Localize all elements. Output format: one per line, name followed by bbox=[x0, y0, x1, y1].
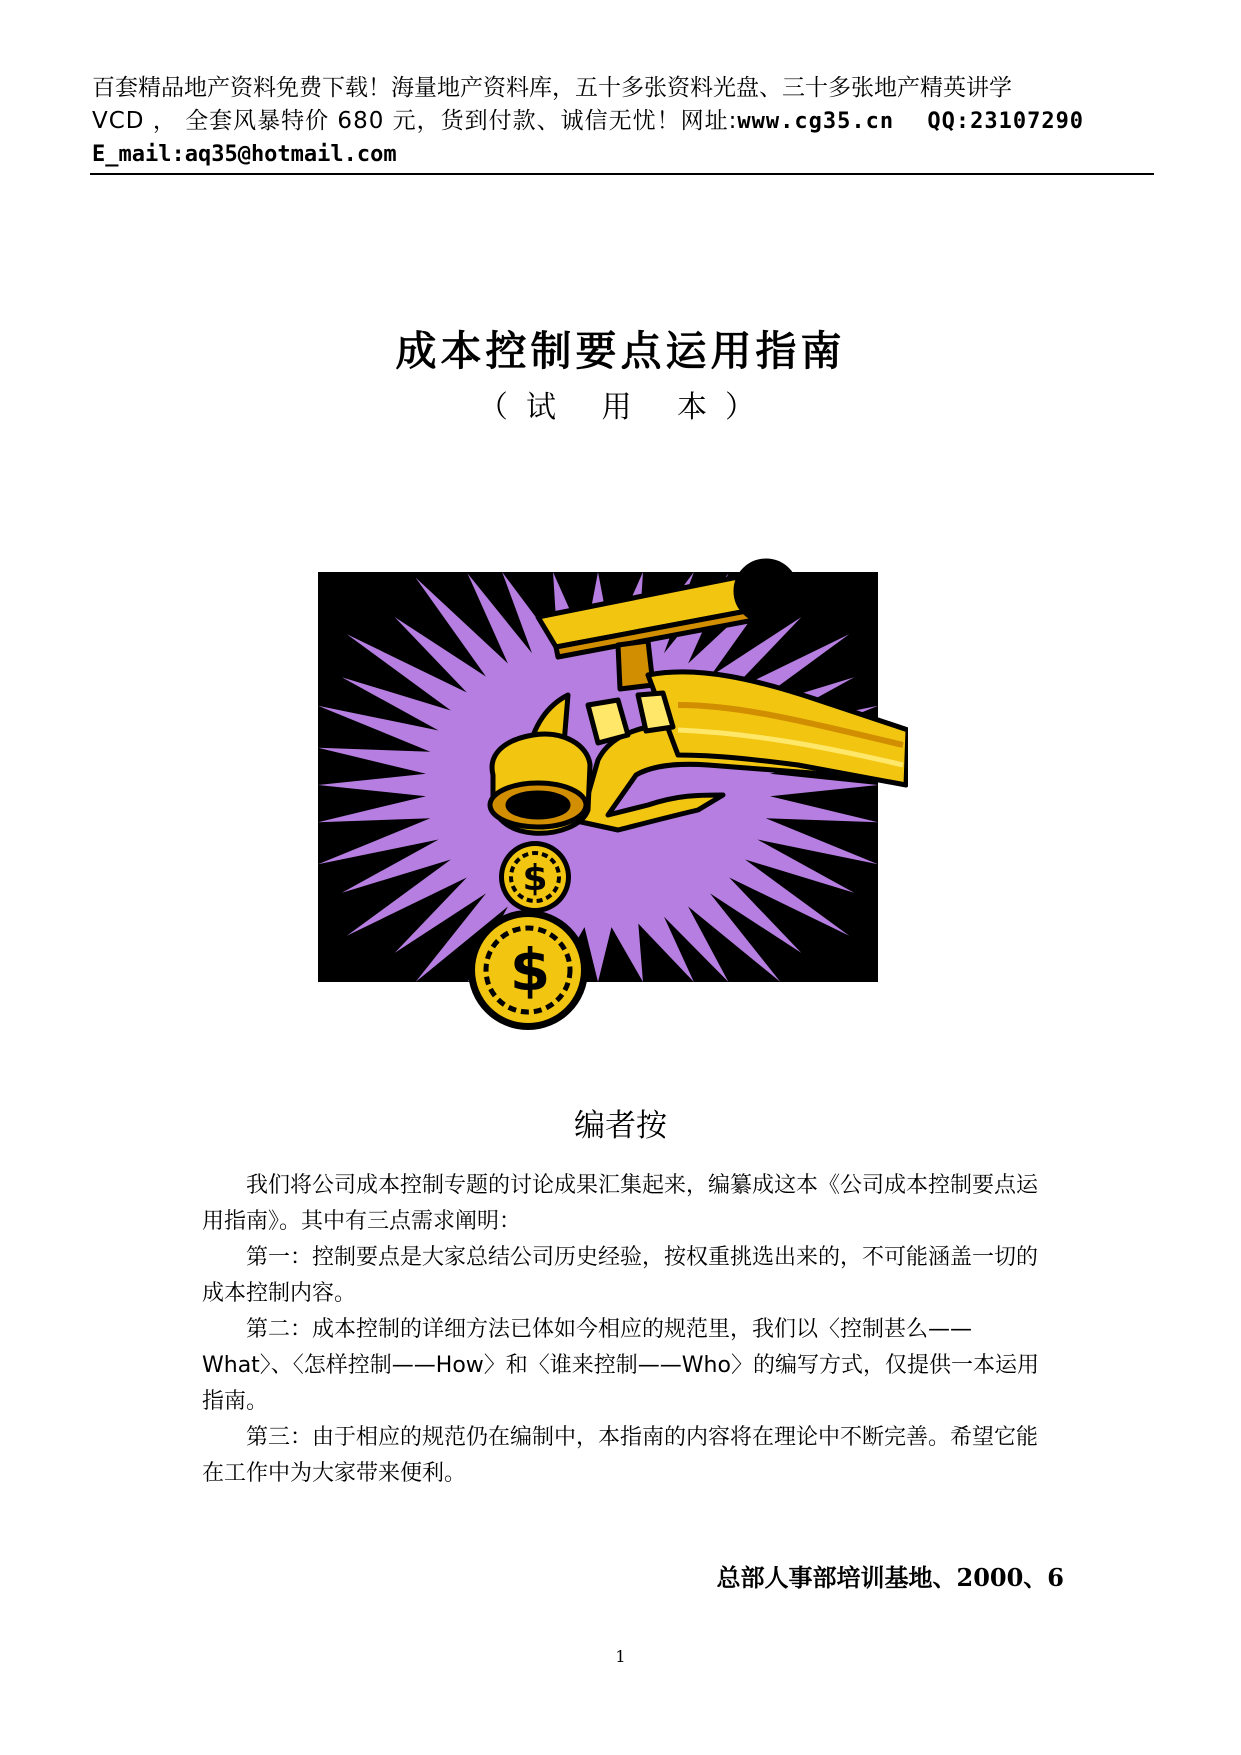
document-subtitle: （试 用 本） bbox=[477, 390, 774, 425]
preface-signature: 总部人事部培训基地、2000、6 bbox=[716, 1563, 1064, 1592]
header-divider bbox=[90, 173, 1154, 175]
page-number: 1 bbox=[615, 1647, 626, 1666]
faucet-coins-icon bbox=[318, 555, 908, 1030]
svg-text:$: $ bbox=[509, 936, 551, 1004]
header-website-link[interactable]: www.cg35.cn bbox=[737, 109, 895, 134]
header-line-1: 百套精品地产资料免费下载！海量地产资料库，五十多张资料光盘、三十多张地产精英讲学 bbox=[92, 75, 1012, 101]
svg-text:$: $ bbox=[522, 858, 548, 899]
header-qq-number: QQ:23107290 bbox=[927, 109, 1085, 134]
preface-paragraph: 我们将公司成本控制专题的讨论成果汇集起来，编纂成这本《公司成本控制要点运用指南》。其中有三点需求阐明： bbox=[202, 1173, 1039, 1234]
header-promo-text: VCD ， 全套风暴特价 680 元，货到付款、诚信无忧！网址: bbox=[92, 108, 738, 134]
preface-paragraph: 第三：由于相应的规范仍在编制中，本指南的内容将在理论中不断完善。希望它能在工作中为大家带来便利。 bbox=[202, 1425, 1039, 1486]
header-line-2 bbox=[92, 105, 1152, 138]
preface-paragraph: 第二：成本控制的详细方法已体如今相应的规范里，我们以〈控制甚么——What〉、〈怎样控制——How〉和〈谁来控制——Who〉的编写方式，仅提供一本运用指南。 bbox=[202, 1317, 1039, 1414]
preface-body bbox=[202, 1168, 1042, 1492]
preface-heading: 编者按 bbox=[574, 1108, 667, 1144]
header-email-link[interactable]: E_mail:aq35@hotmail.com bbox=[92, 142, 397, 167]
preface-paragraph: 第一：控制要点是大家总结公司历史经验，按权重挑选出来的，不可能涵盖一切的成本控制内容。 bbox=[202, 1245, 1039, 1306]
page-header bbox=[92, 72, 1152, 171]
document-title: 成本控制要点运用指南 bbox=[395, 327, 846, 375]
